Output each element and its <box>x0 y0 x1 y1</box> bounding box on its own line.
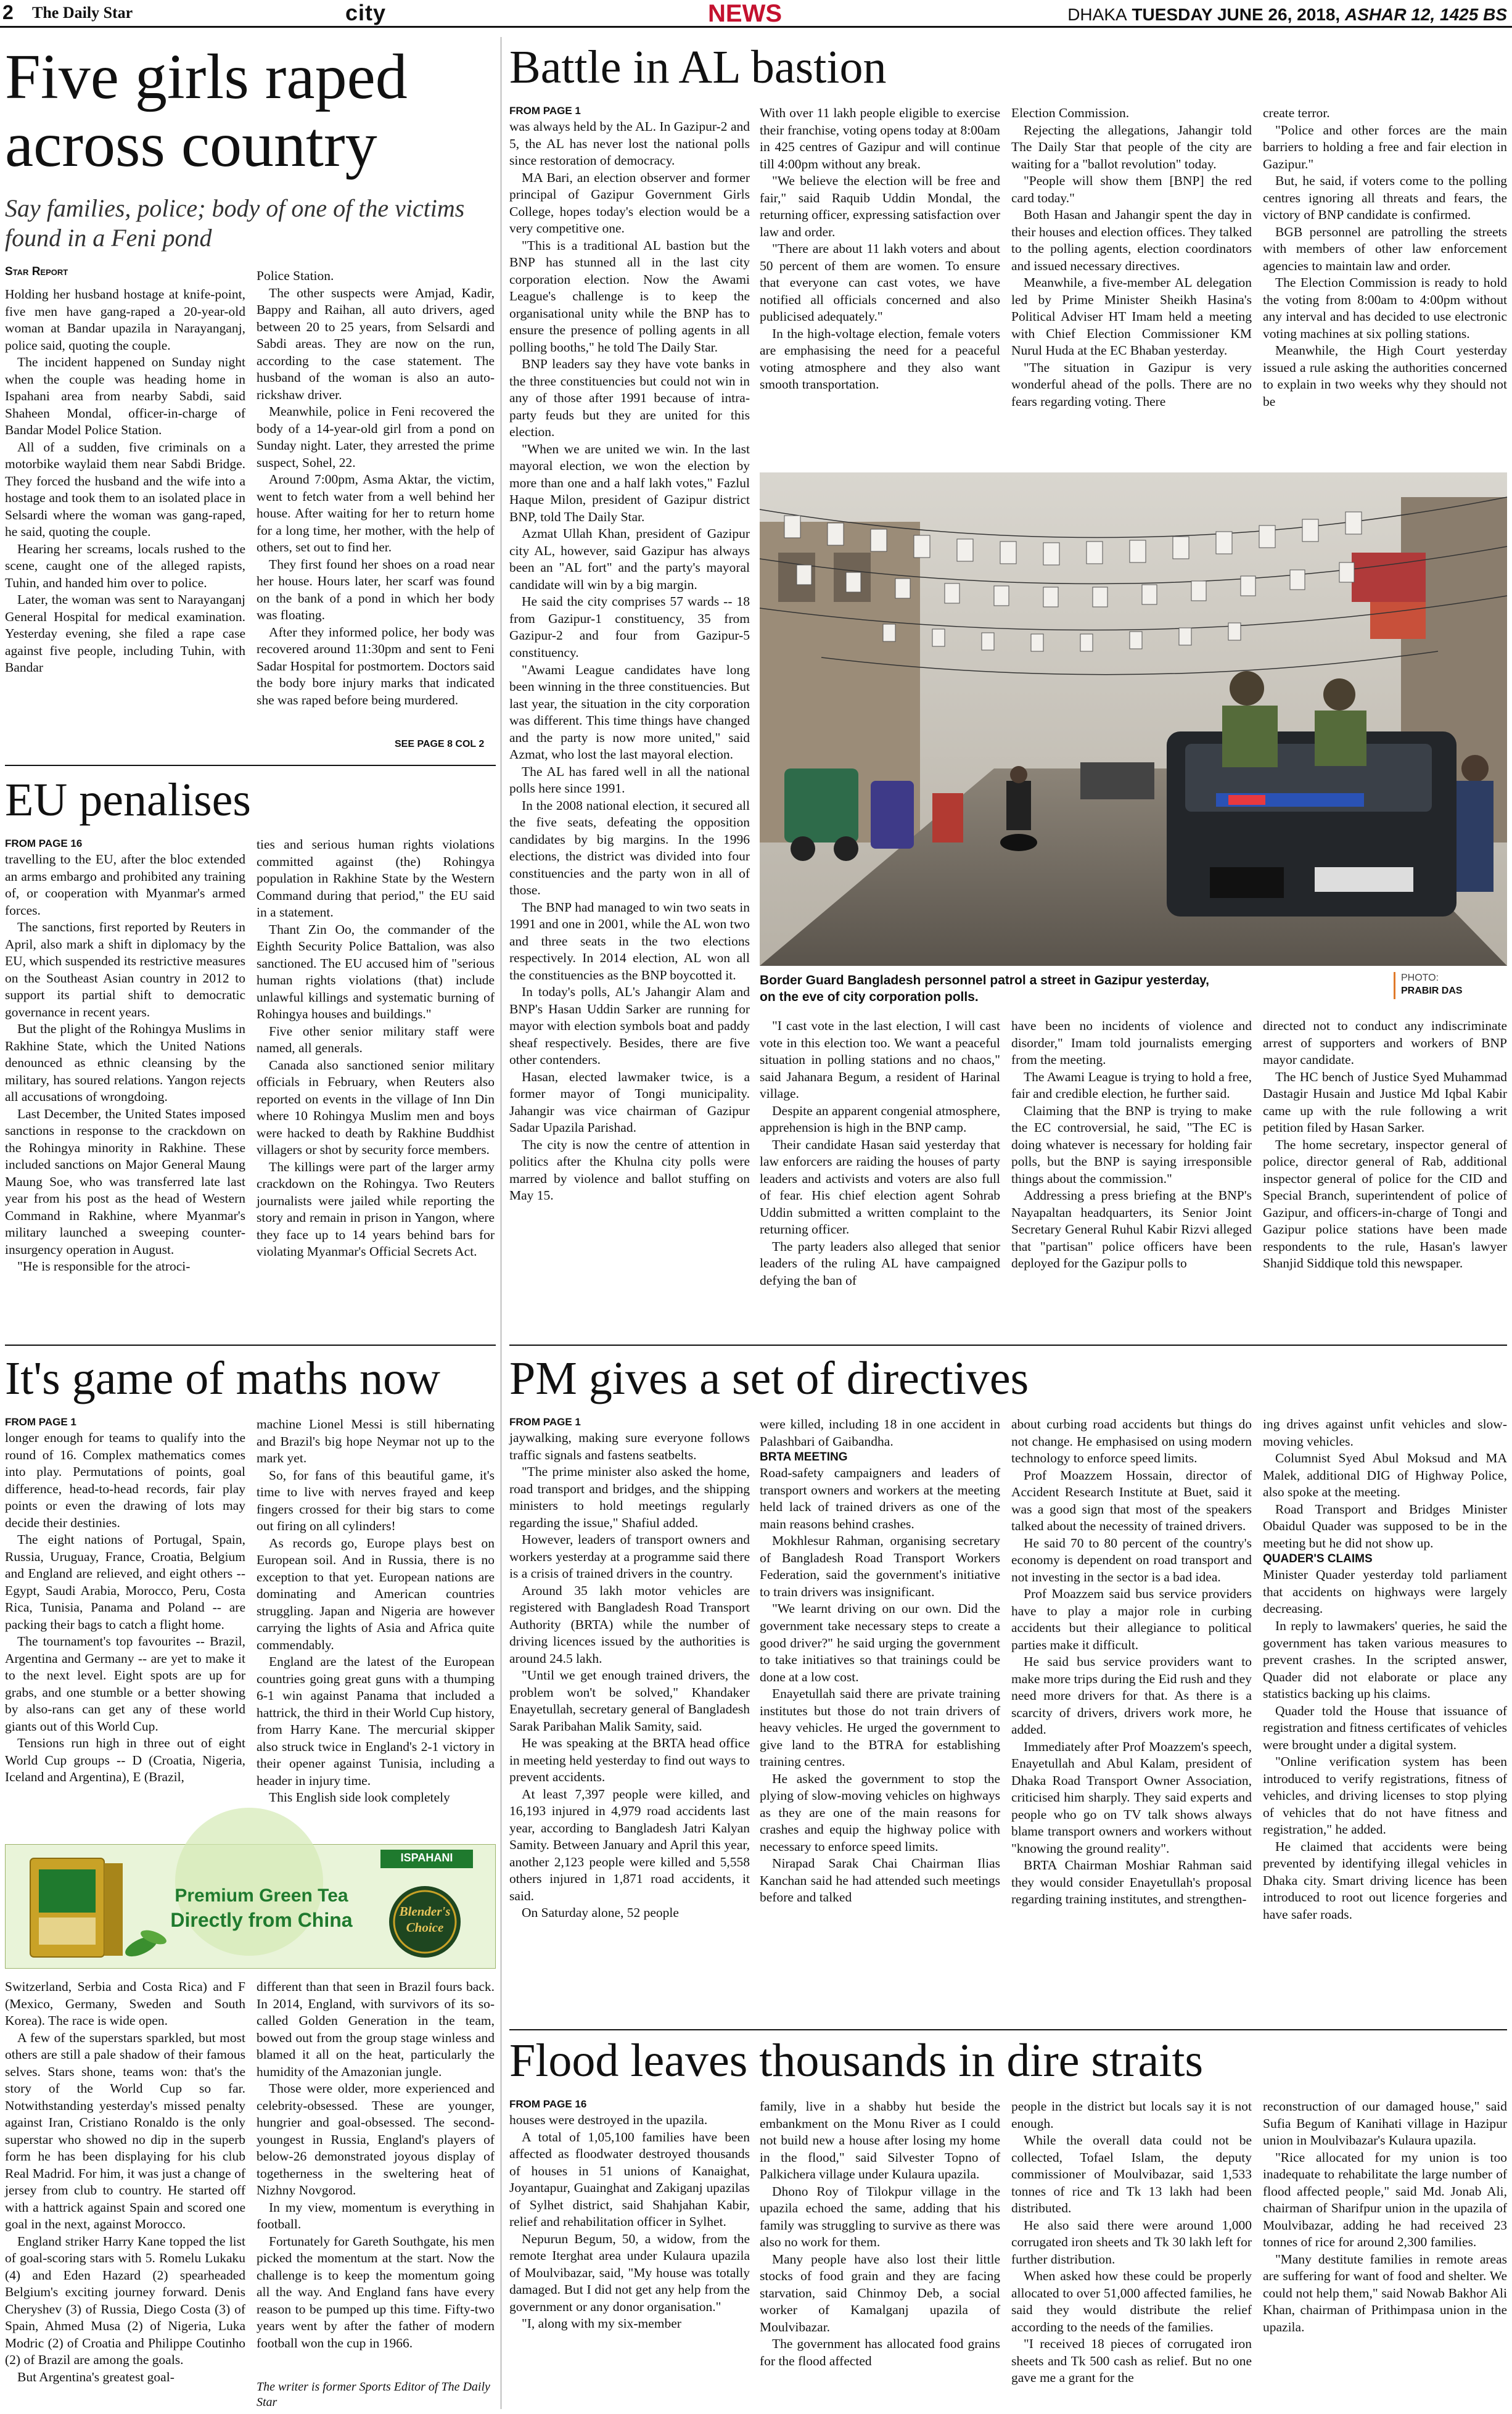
paragraph: create terror. <box>1263 105 1330 120</box>
paragraph: ing drives against unfit vehicles and slow-moving vehicles. <box>1263 1417 1507 1449</box>
paragraph: "Police and other forces are the main barriers to holding a free and fair election in Gazipur." <box>1263 122 1507 171</box>
paragraph: They first found her shoes on a road near her house. Hours later, her scarf was found on the bank of a pond in which her body was floating. <box>257 556 495 623</box>
paragraph: Around 35 lakh motor vehicles are registered with Bangladesh Road Transport Authority (BRTA) while the number of driving licences issued by the authorities is around 24.5 lakh. <box>509 1583 750 1666</box>
paragraph: BNP leaders say they have vote banks in the three constituencies but could not win in any of those after 1991 because of intra-party feuds but they are united for this election. <box>509 356 750 440</box>
paragraph: The tournament's top favourites -- Brazil, Argentina and Germany -- are yet to make it to the next level. Eight spots are up for grabs, and one stumble or a better showing by also-rans can get any of these world giants out of this World Cup. <box>5 1634 245 1734</box>
battle-column-2b <box>760 1018 1000 1345</box>
paragraph: Addressing a press briefing at the BNP's Nayapaltan headquarters, its Senior Joint Secretary General Ruhul Kabir Rizvi alleged that "partisan" police officers have been deployed for the Gazipur polls to <box>1011 1188 1252 1271</box>
paragraph: A total of 1,05,100 families have been affected as floodwater destroyed thousands of houses in 51 unions of Kanaighat, Joyantapur, Guainghat and Zakiganj upazilas of Sylhet district, said Shahjahan Kabir, relief and rehabilitation officer in Sylhet. <box>509 2129 750 2230</box>
photo-credit-label: PHOTO: <box>1401 973 1439 983</box>
paragraph: have been no incidents of violence and disorder," Imam told journalists emerging from the meeting. <box>1011 1018 1252 1068</box>
paragraph: Immediately after Prof Moazzem's speech, Enayetullah and Abul Kalam, president of Dhaka Road Transport Owner Association, criticised him sharply. They said experts and people who go on TV talk shows always blame transport owners and workers without "knowing the ground reality". <box>1011 1739 1252 1856</box>
paragraph: Switzerland, Serbia and Costa Rica) and F (Mexico, Germany, Sweden and South Korea). The race is wide open. <box>5 1979 245 2029</box>
paper-name: The Daily Star <box>32 4 133 22</box>
street-scene-image <box>760 472 1507 966</box>
credit-accent <box>1394 972 1395 999</box>
maths-column-1-bottom <box>5 1979 245 2410</box>
paragraph: ties and serious human rights violations committed against (the) Rohingya population in Rakhine State by the Western Command during that period," the EU said in a statement. <box>257 837 495 920</box>
divider <box>509 1345 1507 1346</box>
battle-headline: Battle in AL bastion <box>509 41 887 93</box>
pm-column-4 <box>1263 1416 1507 2027</box>
brta-meeting-subhead: BRTA MEETING <box>760 1451 848 1464</box>
maths-headline: It's game of maths now <box>5 1353 441 1404</box>
pm-from: FROM PAGE 1 <box>509 1416 581 1428</box>
paragraph: Fortunately for Gareth Southgate, his men picked the momentum at the start. Now the challenge is to keep the momentum going all the way. And England fans have every reason to be pumped up this time. Fifty-two years went by after the father of modern football won the cup in 1966. <box>257 2233 495 2350</box>
paragraph: "I received 18 pieces of corrugated iron sheets and Tk 500 cash as relief. But no one gave me a grant for the <box>1011 2336 1252 2386</box>
rape-headline-1: Five girls raped <box>5 41 408 112</box>
paragraph: Prof Moazzem said bus service providers have to play a major role in curbing accidents but their allegiance to political parties make it difficult. <box>1011 1586 1252 1652</box>
paragraph: Minister Quader yesterday told parliament that accidents on highways were largely decreasing. <box>1263 1567 1507 1617</box>
paragraph: about curbing road accidents but things do not change. He emphasised on using modern technology to enforce speed limits. <box>1011 1417 1252 1466</box>
category-label: NEWS <box>708 0 782 27</box>
battle-from: FROM PAGE 1 <box>509 105 581 117</box>
paragraph: All of a sudden, five criminals on a motorbike waylaid them near Sabdi Bridge. They forced the husband and the wife into a hostage and took them to an isolated place in Selsardi where the woman was gang-raped, he said, quoting the couple. <box>5 439 245 540</box>
flood-column-2 <box>760 2098 1000 2412</box>
ad-line-1: Premium Green Tea <box>175 1885 348 1906</box>
paragraph: Road-safety campaigners and leaders of transport owners and workers at the meeting held lack of trained drivers as one of the main reasons behind crashes. <box>760 1465 1000 1531</box>
paragraph: Five other senior military staff were named, all generals. <box>257 1023 495 1056</box>
paragraph: He was speaking at the BRTA head office in meeting held yesterday to find out ways to prevent accidents. <box>509 1736 750 1785</box>
paragraph: The HC bench of Justice Syed Muhammad Dastagir Husain and Justice Md Iqbal Kabir came up with the rule following a writ petition filed by Hasan Sarker. <box>1263 1069 1507 1135</box>
paragraph: The eight nations of Portugal, Spain, Russia, Uruguay, France, Croatia, Belgium and England are relieved, and eight others -- Egypt, Saudi Arabia, Morocco, Peru, Costa Rica, Tunisia, Panama and Poland -- are packing their bags to catch a flight home. <box>5 1532 245 1632</box>
paragraph: Dhono Roy of Tilokpur village in the upazila echoed the same, adding that his family was struggling to survive as there was also no work for them. <box>760 2183 1000 2250</box>
ad-line-2: Directly from China <box>170 1909 353 1931</box>
paragraph: As records go, Europe plays best on European soil. And in Russia, there is no exception to that yet. European nations are dominating and American countries struggling. Japan and Nigeria are however carrying the lights of Asia and Africa quite commendably. <box>257 1535 495 1652</box>
paragraph: He also said there were around 1,000 corrugated iron sheets and Tk 30 lakh left for further distribution. <box>1011 2217 1252 2267</box>
paragraph: "Awami League candidates have long been winning in the three constituencies. But last year, the situation in the city corporation was different. This time things have changed and the party is now more united," said Azmat, who lost the last mayoral election. <box>509 662 750 762</box>
ad-badge-2: Choice <box>406 1920 444 1935</box>
paragraph: Both Hasan and Jahangir spent the day in their houses and election offices. They talked to the polling agents, election coordinators and issued necessary directives. <box>1011 207 1252 273</box>
maths-from: FROM PAGE 1 <box>5 1416 76 1428</box>
paragraph: After they informed police, her body was recovered around 11:30pm and sent to Feni Sadar Hospital for postmortem. Doctors said the body bore injury marks that indicated she was raped before being murdered. <box>257 624 495 707</box>
paragraph: At least 7,397 people were killed, and 16,193 injured in 4,979 road accidents last year, according to Bangladesh Jatri Kalyan Samity. Between January and April this year, another 2,123 people were killed and 5,558 others injured in 1,871 road accidents, it said. <box>509 1786 750 1903</box>
divider <box>5 1345 496 1346</box>
paragraph: The party leaders also alleged that senior leaders of the ruling AL have campaigned defying the ban of <box>760 1238 1000 1288</box>
eu-column-1 <box>5 851 245 1332</box>
paragraph: But Argentina's greatest goal- <box>17 2369 175 2384</box>
paragraph: different than that seen in Brazil fours back. In 2014, England, with survivors of its so-called Golden Generation in the team, bowed out from the group stage winless and blamed it all on the heat, particularly the humidity of the Amazonian jungle. <box>257 1979 495 2079</box>
paragraph: people in the district but locals say it is not enough. <box>1011 2099 1252 2131</box>
battle-column-4b <box>1263 1018 1507 1345</box>
paragraph: However, leaders of transport owners and workers yesterday at a programme said there is a crisis of trained drivers in the country. <box>509 1532 750 1581</box>
paragraph: The city is now the centre of attention in politics after the Khulna city polls were marred by violence and ballot stuffing on May 15. <box>509 1137 750 1203</box>
paragraph: jaywalking, making sure everyone follows traffic signals and fastens seatbelts. <box>509 1430 750 1462</box>
paragraph: The Election Commission is ready to hold the voting from 8:00am to 4:00pm without any interval and has decided to use electronic voting machines at six polling stations. <box>1263 275 1507 341</box>
paragraph: England striker Harry Kane topped the list of goal-scoring stars with 5. Romelu Lukaku (4) and Eden Hazard (2) spearheaded Belgium's exciting journey forward. Denis Cheryshev (3) of Russia, Diego Costa (3) of Spain, Ahmed Musa (2) of Nigeria, Luka Modric (2) of Croatia and Philippe Coutinho (2) of Brazil are among the goals. <box>5 2233 245 2368</box>
page-number: 2 <box>2 1 14 23</box>
pm-column-1 <box>509 1430 750 2028</box>
dateline-bangla: ASHAR 12, 1425 BS <box>1344 5 1507 24</box>
pm-column-3 <box>1011 1416 1252 2027</box>
paragraph: houses were destroyed in the upazila. <box>509 2112 708 2127</box>
flood-column-1 <box>509 2112 750 2412</box>
paragraph: MA Bari, an election observer and former principal of Gazipur Government Girls College, hopes today's election would be a very competitive one. <box>509 170 750 236</box>
maths-writer-note: The writer is former Sports Editor of The Daily Star <box>257 2380 490 2409</box>
paragraph: The killings were part of the larger army crackdown on the Rohingya. Two Reuters journalists were jailed while reporting the story and remain in prison in Yangon, where they face up to 14 years behind bars for violating Myanmar's Official Secrets Act. <box>257 1159 495 1259</box>
paragraph: "This is a traditional AL bastion but the BNP has stunned all in the last city corporation election. Now the Awami League's challenge is to keep the organisational unity while the BNP has to ensure the presence of polling agents in all polling booths," he told The Daily Star. <box>509 237 750 355</box>
paragraph: He asked the government to stop the plying of slow-moving vehicles on highways as they are one of the main reasons for crashes and equip the highway police with necessary to enforce speed limits. <box>760 1771 1000 1854</box>
paragraph: Around 7:00pm, Asma Aktar, the victim, went to fetch water from a well behind her house. After waiting for her to return home for a long time, her mother, with the help of others, set out to find her. <box>257 472 495 555</box>
paragraph: Those were older, more experienced and celebrity-obsessed. These are younger, hungrier and goal-obsessed. The second-youngest in Russia, England's players of below-26 demonstrated joyous display of togetherness in the sweltering heat of Nizhny Novgorod. <box>257 2081 495 2198</box>
paragraph: The sanctions, first reported by Reuters in April, also mark a shift in diplomacy by the EU, which suspended its restrictive measures on the Southeast Asian country in 2012 to support its partial shift to democratic governance in recent years. <box>5 920 245 1020</box>
paragraph: Nepurun Begum, 50, a widow, from the remote Iterghat area under Kulaura upazila of Moulvibazar, said, "My house was totally damaged. But I did not get any help from the government or any donor organisation." <box>509 2231 750 2314</box>
tea-advertisement[interactable] <box>5 1844 496 1969</box>
section-name: city <box>345 0 387 25</box>
rape-byline: Star Report <box>5 265 68 278</box>
photo-caption: Border Guard Bangladesh personnel patrol a street in Gazipur yesterday, on the eve of city corporation polls. <box>760 973 1209 1005</box>
paragraph: Meanwhile, a five-member AL delegation led by Prime Minister Sheikh Hasina's Political Adviser HT Imam held a meeting with Chief Election Commissioner KM Nurul Huda at the EC Bhaban yesterday. <box>1011 275 1252 358</box>
paragraph: "When we are united we win. In the last mayoral election, we won the election by more than one and a half lakh votes," Fazlul Haque Milon, president of Gazipur district BNP, told The Daily Star. <box>509 441 750 524</box>
dateline-date: TUESDAY JUNE 26, 2018, <box>1132 5 1341 24</box>
paragraph: machine Lionel Messi is still hibernating and Brazil's big hope Neymar not up to the mark yet. <box>257 1417 495 1466</box>
divider <box>5 765 496 766</box>
paragraph: Election Commission. <box>1011 105 1130 120</box>
paragraph: So, for fans of this beautiful game, it's time to live with nerves frayed and keep fingers crossed for their big stars to come out firing on all cylinders! <box>257 1467 495 1534</box>
paragraph: In the high-voltage election, female voters are emphasising the need for a peaceful voting atmosphere and they also want smooth transportation. <box>760 326 1000 392</box>
eu-column-2 <box>257 836 495 1330</box>
paragraph: Meanwhile, the High Court yesterday issued a rule asking the authorities concerned to explain in two weeks why they should not be <box>1263 343 1507 409</box>
paragraph: "We learnt driving on our own. Did the government take necessary steps to create a good driver?" he said urging the government to take initiatives so that trainings could be done at a low cost. <box>760 1601 1000 1684</box>
paragraph: "The prime minister also asked the home, road transport and bridges, and the shipping ministers to hold meetings regularly regarding the issue," Shafiul added. <box>509 1464 750 1530</box>
maths-column-2-top <box>257 1416 495 1842</box>
rape-subhead: Say families, police; body of one of the victims found in a Feni pond <box>5 194 465 252</box>
paragraph: Prof Moazzem Hossain, director of Accident Research Institute at Buet, said it was a good sign that most of the speakers talked about the necessity of trained drivers. <box>1011 1467 1252 1534</box>
quaders-claims-subhead: QUADER'S CLAIMS <box>1263 1552 1373 1566</box>
paragraph: Claiming that the BNP is trying to make the EC controversial, he said, "The EC is doing whatever is necessary for holding fair polls, but the BNP is saying irresponsible things about the commission." <box>1011 1103 1252 1186</box>
paragraph: reconstruction of our damaged house," said Sufia Begum of Kanihati village in Hazipur union in Moulvibazar's Kulaura upazila. <box>1263 2099 1507 2148</box>
paragraph: "The situation in Gazipur is very wonderful ahead of the polls. There are no fears regarding voting. There <box>1011 360 1252 409</box>
battle-column-4 <box>1263 105 1507 469</box>
paragraph: Tensions run high in three out of eight World Cup groups -- D (Croatia, Nigeria, Iceland and Argentina), E (Brazil, <box>5 1736 245 1785</box>
paragraph: Enayetullah said there are private training institutes but those do not train drivers of heavy vehicles. He urged the government to give land to the BTRA for establishing training centres. <box>760 1686 1000 1769</box>
battle-column-3b <box>1011 1018 1252 1345</box>
paragraph: Despite an apparent congenial atmosphere, apprehension is high in the BNP camp. <box>760 1103 1000 1135</box>
paragraph: Police Station. <box>257 268 334 283</box>
paragraph: The other suspects were Amjad, Kadir, Bappy and Raihan, all auto drivers, aged between 20 to 25 years, from Selsardi and Sabdi areas. They are now on the run, according to the case statement. The husband of the woman is also an auto-rickshaw driver. <box>257 285 495 402</box>
paragraph: "People will show them [BNP] the red card today." <box>1011 173 1252 205</box>
paragraph: He said bus service providers want to make more trips during the Eid rush and they need more drivers for that. As there is a scarcity of drivers, drivers work more, he added. <box>1011 1654 1252 1737</box>
paragraph: Nirapad Sarak Chai Chairman Ilias Kanchan said he had attended such meetings before and talked <box>760 1856 1000 1905</box>
paragraph: Azmat Ullah Khan, president of Gazipur city AL, however, said Gazipur has always been an "AL fort" and the party's mayoral candidate will win by a big margin. <box>509 526 750 592</box>
paragraph: Holding her husband hostage at knife-point, five men have gang-raped a 20-year-old woman at Bandar upazila in Narayanganj, police said, quoting the couple. <box>5 287 245 353</box>
paragraph: In reply to lawmakers' queries, he said the government has taken various measures to prevent crashes. In the scripted answer, Quader did not elaborate or place any statistics backing up his claims. <box>1263 1618 1507 1702</box>
paragraph: were killed, including 18 in one accident in Palashbari of Gaibandha. <box>760 1417 1000 1449</box>
paragraph: BGB personnel are patrolling the streets with members of other law enforcement agencies to maintain law and order. <box>1263 224 1507 273</box>
paragraph: England are the latest of the European countries going great guns with a thumping 6-1 win against Panama that included a hattrick, the third in their World Cup history, from Harry Kane. The mercurial skipper also struck twice in England's 2-1 victory in their opener against Tunisia, including a header in injury time. <box>257 1654 495 1788</box>
maths-column-1-top <box>5 1430 245 1843</box>
maths-column-2-bottom <box>257 1979 495 2373</box>
rape-column-2 <box>257 268 495 736</box>
paragraph: Meanwhile, police in Feni recovered the body of a 14-year-old girl from a pond on Sunday night. Later, they arrested the prime suspect, Sohel, 22. <box>257 404 495 470</box>
paragraph: On Saturday alone, 52 people <box>522 1905 679 1921</box>
paragraph: In the 2008 national election, it secured all the five seats, defeating the opposition candidates by big margins. In the 1996 elections, the district was divided into four constituencies and the party won in all of those. <box>509 797 750 898</box>
paragraph: The AL has fared well in all the national polls here since 1991. <box>509 764 750 796</box>
paragraph: With over 11 lakh people eligible to exercise their franchise, voting opens today at 8:00am in 425 centres of Gazipur and will continue till 4:00pm without any break. <box>760 105 1000 171</box>
battle-column-1 <box>509 118 750 1203</box>
paragraph: family, live in a shabby hut beside the embankment on the Monu River as I could not build new a house after losing my home in the flood," said Silvester Topno of Palkichera village under Kulaura upazila. <box>760 2099 1000 2182</box>
paragraph: Last December, the United States imposed sanctions in response to the crackdown on the Rohingya minority in Rakhine. These included sanctions on Major General Maung Maung Soe, who was transferred late last year from his post as the head of Western Command in Rakhine, where Myanmar's military launched a sweeping counter-insurgency operation in August. <box>5 1106 245 1257</box>
paragraph: "He is responsible for the atroci- <box>17 1259 191 1274</box>
paragraph: "Until we get enough trained drivers, the problem won't be solved," Khandaker Enayetullah, secretary general of Bangladesh Sarak Paribahan Malik Samity, said. <box>509 1668 750 1734</box>
paragraph: "Many destitute families in remote areas are suffering for want of food and shelter. We could not help them," said Nowab Bakhor Ali Khan, chairman of Prithimpasa union in the upazila. <box>1263 2251 1507 2334</box>
ad-brand: ISPAHANI <box>400 1852 453 1864</box>
paragraph: Quader told the House that issuance of registration and fitness certificates of vehicles were brought under a digital system. <box>1263 1703 1507 1752</box>
paragraph: Their candidate Hasan said yesterday that law enforcers are raiding the houses of party leaders and activists and voters are also full of fear. His chief election agent Sohrab Uddin submitted a written complaint to the returning officer. <box>760 1137 1000 1237</box>
dateline-city: DHAKA <box>1067 5 1127 24</box>
paragraph: was always held by the AL. In Gazipur-2 and 5, the AL has never lost the national polls since restoration of democracy. <box>509 119 750 168</box>
paragraph: But the plight of the Rohingya Muslims in Rakhine State, which the United Nations denounced as ethnic cleansing by the military, has soured relations. Yangon rejects all accusations of wrongdoing. <box>5 1021 245 1105</box>
photo-credit-name: PRABIR DAS <box>1401 985 1463 996</box>
paragraph: "I cast vote in the last election, I will cast vote in this election too. We want a peaceful situation in polling stations and no chaos," said Jahanara Begum, a resident of Harinal village. <box>760 1018 1000 1102</box>
paragraph: "I, along with my six-member <box>522 2316 681 2331</box>
paragraph: Road Transport and Bridges Minister Obaidul Quader was supposed to be in the meeting but he did not show up. <box>1263 1501 1507 1551</box>
paragraph: "Rice allocated for my union is too inadequate to rehabilitate the large number of flood affected people," said Md. Jonab Ali, chairman of Sharifpur union in the upazila of Moulvibazar, adding he had received 23 tonnes of rice for around 2,300 families. <box>1263 2149 1507 2250</box>
paragraph: A few of the superstars sparkled, but most others are still a pale shadow of their famous selves. Stars shone, teams won: that's the story of the World Cup so far. Notwithstanding yesterday's missed penalty against Iran, Cristiano Ronaldo is the only superstar who showed no dip in the superb form he has been displaying for his club Real Madrid. For him, it was just a change of jersey from club to country. He started off with a hattrick against Spain and scored one goal in the next, against Morocco. <box>5 2030 245 2232</box>
paragraph: directed not to conduct any indiscriminate arrest of supporters and workers of BNP mayor candidate. <box>1263 1018 1507 1068</box>
paragraph: In my view, momentum is everything in football. <box>257 2199 495 2232</box>
paragraph: Later, the woman was sent to Narayanganj General Hospital for medical examination. Yesterday evening, she filed a rape case against five people, including Tuhin, with Bandar <box>5 592 245 675</box>
ad-badge-1: Blender's <box>399 1904 451 1919</box>
paragraph: travelling to the EU, after the bloc extended an arms embargo and prohibited any training of, or cooperation with Myanmar's armed forces. <box>5 852 245 918</box>
paragraph: The Awami League is trying to hold a free, fair and credible election, he further said. <box>1011 1069 1252 1102</box>
paragraph: The home secretary, inspector general of police, director general of Rab, additional inspector general of police for the CID and Special Branch, superintendent of police of Gazipur, and officers-in-charge of Tongi and Gazipur police stations have been made respondents to the rule, Hasan's lawyer Shanjid Siddique told this newspaper. <box>1263 1137 1507 1271</box>
paragraph: When asked how these could be properly allocated to over 51,000 affected families, he said they would distribute the relief according to the needs of the families. <box>1011 2268 1252 2334</box>
battle-column-3 <box>1011 105 1252 469</box>
rape-headline-2: across country <box>5 109 377 180</box>
paragraph: Mokhlesur Rahman, organising secretary of Bangladesh Road Transport Workers Federation, said the government's initiative to train drivers was insignificant. <box>760 1533 1000 1599</box>
paragraph: "There are about 11 lakh voters and about 50 percent of them are women. To ensure that everyone can cast votes, we have notified all officials concerned and also publicised adequately." <box>760 241 1000 324</box>
paragraph: longer enough for teams to qualify into the round of 16. Complex mathematics comes into play. Permutations of points, goal difference, head-to-head records, fair play points or even the drawing of lots may decide their destinies. <box>5 1430 245 1530</box>
paragraph: Canada also sanctioned senior military officials in February, when Reuters also reported on events in the village of Inn Din where 10 Rohingya Muslim men and boys were hacked to death by Rakhine Buddhist villagers or shot by security force members. <box>257 1057 495 1158</box>
eu-from: FROM PAGE 16 <box>5 838 83 849</box>
paragraph: Thant Zin Oo, the commander of the Eighth Security Police Battalion, was also sanctioned. The EU accused him of "serious human rights violations (that) include unlawful killings and systematic burning of Rohingya houses and buildings." <box>257 921 495 1022</box>
paragraph: "Online verification system has been introduced to verify registrations, fitness of vehicles, and driving licenses to stop plying of vehicles that do not have fitness and registration," he added. <box>1263 1754 1507 1837</box>
flood-headline: Flood leaves thousands in dire straits <box>509 2035 1204 2087</box>
paragraph: The government has allocated food grains for the flood affected <box>760 2336 1000 2368</box>
flood-column-3 <box>1011 2098 1252 2412</box>
paragraph: He claimed that accidents were being prevented by identifying illegal vehicles in Dhaka city. Smart driving licence has been introduced to root out licence forgeries and have safer roads. <box>1263 1839 1507 1922</box>
pm-column-2 <box>760 1416 1000 2027</box>
paragraph: Many people have also lost their little stocks of food grain and they are facing starvation, said Chinmoy Deb, a social worker of Kamalganj upazila of Moulvibazar. <box>760 2251 1000 2334</box>
photo-credit <box>1401 972 1463 998</box>
battle-column-2 <box>760 105 1000 469</box>
paragraph: Hasan, elected lawmaker twice, is a former mayor of Tongi municipality. Jahangir was vice chairman of Gazipur Sadar Upazila Parishad. <box>509 1069 750 1135</box>
masthead <box>0 0 1512 28</box>
bgb-patrol-photo <box>760 472 1507 966</box>
paragraph: In today's polls, AL's Jahangir Alam and BNP's Hasan Uddin Sarker are running for mayor with election symbols boat and paddy sheaf respectively. Besides, there are five other contenders. <box>509 984 750 1068</box>
paragraph: Columnist Syed Abul Moksud and MA Malek, additional DIG of Highway Police, also spoke at the meeting. <box>1263 1451 1507 1500</box>
rape-column-1 <box>5 286 245 755</box>
flood-column-4 <box>1263 2098 1507 2412</box>
paragraph: The incident happened on Sunday night when the couple was heading home in Ispahani area from nearby Sabdi, said Shaheen Mondal, officer-in-charge of Bandar Model Police Station. <box>5 355 245 438</box>
paragraph: This English side look completely <box>269 1790 450 1805</box>
pm-headline: PM gives a set of directives <box>509 1353 1029 1404</box>
paragraph: He said 70 to 80 percent of the country's economy is dependent on road transport and not investing in the sector is a bad idea. <box>1011 1535 1252 1584</box>
paragraph: Rejecting the allegations, Jahangir told The Daily Star that people of the city are waiting for a "ballot revolution" today. <box>1011 122 1252 171</box>
paragraph: He said the city comprises 57 wards -- 18 from Gazipur-1 constituency, 35 from Gazipur-2 and four from Gazipur-5 constituency. <box>509 594 750 660</box>
paragraph: The BNP had managed to win two seats in 1991 and one in 2001, while the AL won two and three seats in the two elections respectively. In 2014 election, AL won all the constituencies as the BNP boycotted it. <box>509 899 750 982</box>
divider <box>509 2029 1507 2030</box>
eu-headline: EU penalises <box>5 774 251 826</box>
dateline <box>1067 5 1507 25</box>
paragraph: But, he said, if voters come to the polling centres ignoring all threats and fears, the victory of BNP candidate is confirmed. <box>1263 173 1507 223</box>
paragraph: While the overall data could not be collected, Tofael Islam, the deputy commissioner of Moulvibazar, said 1,533 tonnes of rice and Tk 13 lakh had been distributed. <box>1011 2133 1252 2216</box>
paragraph: "We believe the election will be free and fair," said Raquib Uddin Mondal, the returning officer, expressing satisfaction over law and order. <box>760 173 1000 239</box>
flood-from: FROM PAGE 16 <box>509 2098 587 2110</box>
paragraph: Hearing her screams, locals rushed to the scene, caught one of the alleged rapists, Tuhin, and handed him over to police. <box>5 541 245 590</box>
rape-continued[interactable]: SEE PAGE 8 COL 2 <box>395 739 485 749</box>
paragraph: BRTA Chairman Moshiar Rahman said they would consider Enayetullah's proposal regarding training institutes, and strengthen- <box>1011 1858 1252 1907</box>
